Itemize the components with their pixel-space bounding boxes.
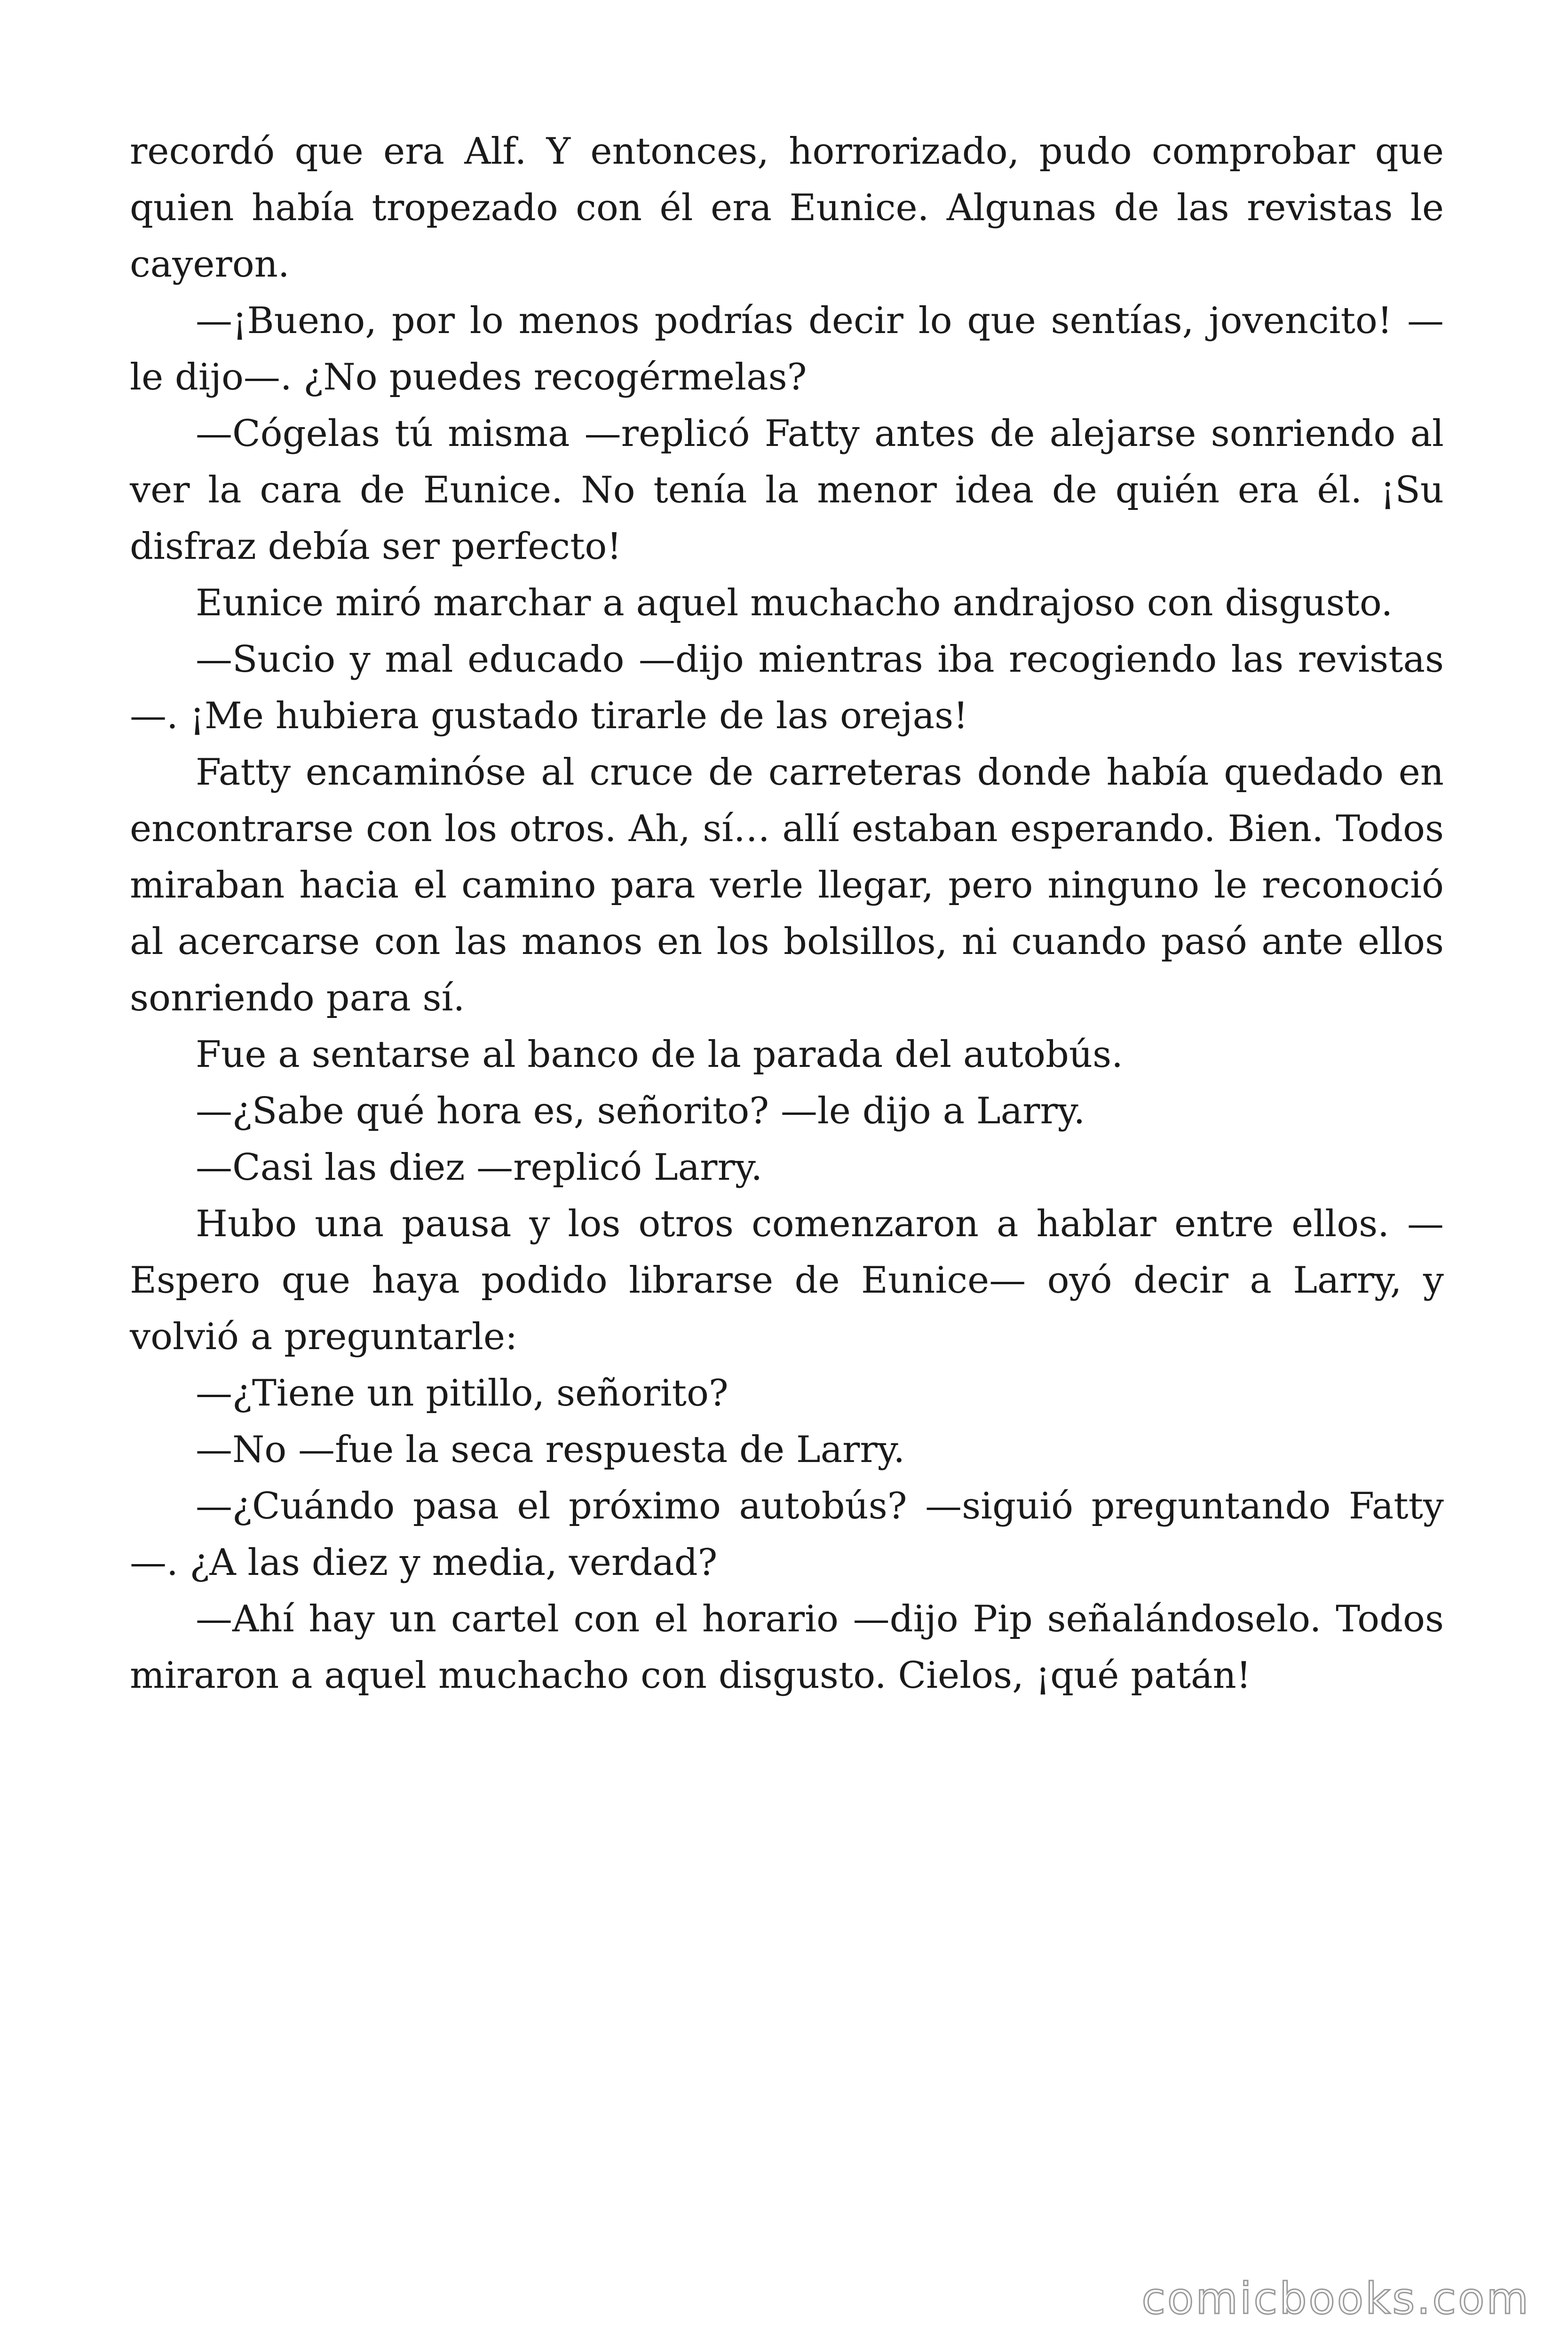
paragraph: Hubo una pausa y los otros comenzaron a hablar entre ellos. —Espero que haya podido librarse de Eunice— oyó decir a Larry, y volvió a preguntarle: [130, 1203, 1444, 1358]
page-body-text [130, 123, 1444, 1704]
paragraph: —Casi las diez —replicó Larry. [196, 1146, 763, 1189]
paragraph: —Ahí hay un cartel con el horario —dijo Pip señalándoselo. Todos miraron a aquel muchacho con disgusto. Cielos, ¡qué patán! [130, 1598, 1444, 1697]
paragraph: —¿Cuándo pasa el próximo autobús? —siguió preguntando Fatty—. ¿A las diez y media, verdad? [130, 1485, 1444, 1584]
paragraph: Fatty encaminóse al cruce de carreteras donde había quedado en encontrarse con los otros. Ah, sí… allí estaban esperando. Bien. Todos miraban hacia el camino para verle llegar, pero ninguno le reconoció al acercarse con las manos en los bolsillos, ni cuando pasó ante ellos sonriendo para sí. [130, 751, 1444, 1019]
paragraph: Fue a sentarse al banco de la parada del autobús. [196, 1033, 1123, 1076]
paragraph: —¿Tiene un pitillo, señorito? [196, 1372, 729, 1414]
paragraph: Eunice miró marchar a aquel muchacho andrajoso con disgusto. [196, 582, 1393, 624]
paragraph-continued: recordó que era Alf. Y entonces, horrorizado, pudo comprobar que quien había tropezado con él era Eunice. Algunas de las revistas le cayeron. [130, 130, 1444, 286]
paragraph: —Cógelas tú misma —replicó Fatty antes de alejarse sonriendo al ver la cara de Eunice. No tenía la menor idea de quién era él. ¡Su disfraz debía ser perfecto! [130, 413, 1444, 568]
watermark-text: comicbooks.com [1141, 2273, 1530, 2324]
paragraph: —¿Sabe qué hora es, señorito? —le dijo a Larry. [196, 1090, 1085, 1132]
paragraph: —¡Bueno, por lo menos podrías decir lo que sentías, jovencito! —le dijo—. ¿No puedes recogérmelas? [130, 300, 1444, 398]
paragraph: —No —fue la seca respuesta de Larry. [196, 1429, 905, 1471]
paragraph: —Sucio y mal educado —dijo mientras iba recogiendo las revistas—. ¡Me hubiera gustado tirarle de las orejas! [130, 638, 1444, 737]
